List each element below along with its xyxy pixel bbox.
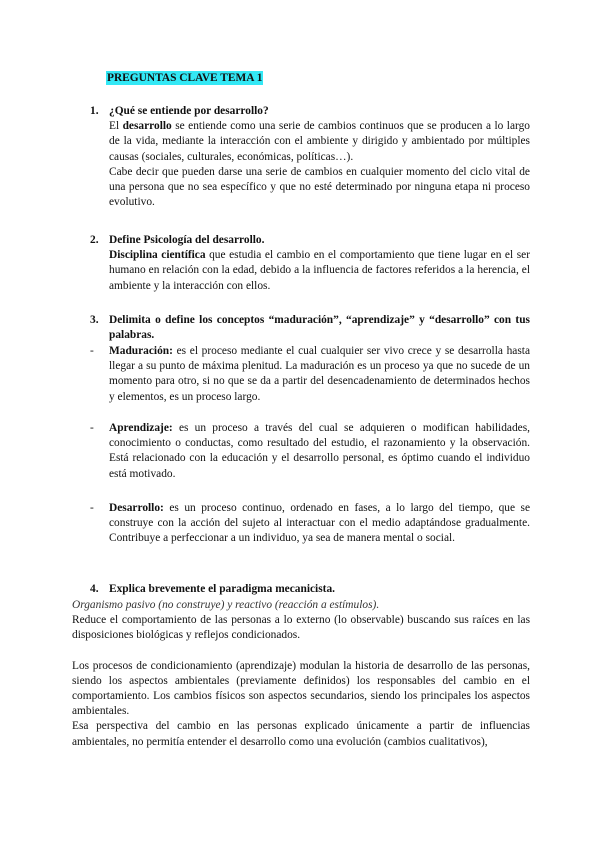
question-2-heading <box>90 233 530 248</box>
question-number: 1. <box>90 105 99 117</box>
bullet-dash: - <box>90 422 94 434</box>
question-1-heading <box>90 104 530 119</box>
definition-item <box>90 344 530 405</box>
answer-text: se entiende como una serie de cambios continuos que se producen a lo largo de la vida, mediante la interacción con el ambiente y dirigido y ambientado por múltiples causas (sociales, culturales, económicas, políticas…). <box>109 120 530 163</box>
answer-text: que estudia el cambio en el comportamiento que tiene lugar en el ser humano en relación con la edad, debido a la influencia de factores referidos a la herencia, el ambiente y la interacción con ellos. <box>109 249 530 292</box>
answer-paragraph: Los procesos de condicionamiento (aprendizaje) modulan la historia de desarrollo de las personas, siendo los aspectos ambientales (previamente definidos) los responsables del cambio en el comportamiento. Los cambios físicos son aspectos secundarios, siendo los principales los aspectos ambientales. <box>72 659 530 718</box>
question-1-answer <box>109 119 530 210</box>
question-number: 2. <box>90 234 99 246</box>
answer-paragraph <box>109 248 530 294</box>
answer-paragraph: Reduce el comportamiento de las personas a lo externo (lo observable) buscando sus raíces en las disposiciones biológicas y reflejos condicionados. <box>72 614 530 642</box>
definition-term: Maduración: <box>109 345 173 357</box>
bullet-dash: - <box>90 502 94 514</box>
question-4 <box>90 582 530 597</box>
question-3 <box>90 313 530 343</box>
definition-term: Desarrollo: <box>109 502 164 514</box>
definition-body: es un proceso continuo, ordenado en fases, a lo largo del tiempo, que se construye con la acción del sujeto al interactuar con el medio adaptándose gradualmente. Contribuye a perfeccionar a un individuo, ya sea de manera mental o social. <box>109 502 530 545</box>
definition-text <box>109 501 530 547</box>
question-2-answer <box>109 248 530 294</box>
question-3-heading <box>90 313 530 343</box>
answer-italic-summary: Organismo pasivo (no construye) y reactivo (reacción a estímulos). <box>72 599 380 611</box>
answer-paragraph: Cabe decir que pueden darse una serie de cambios en cualquier momento del ciclo vital de una persona que no sea específico y que no esté determinado por ninguna etapa ni proceso evolutivo. <box>109 165 530 209</box>
question-text: Explica brevemente el paradigma mecanicista. <box>109 583 335 595</box>
answer-paragraph: Esa perspectiva del cambio en las personas explicado únicamente a partir de influencias ambientales, no permitía entender el desarrollo como una evolución (cambios cualitativos), <box>72 720 530 748</box>
definition-term: Aprendizaje: <box>109 422 173 434</box>
question-1 <box>90 104 530 210</box>
question-number: 4. <box>90 583 99 595</box>
definition-body: es el proceso mediante el cual cualquier ser vivo crece y se desarrolla hasta llegar a su punto de máxima plenitud. La maduración es un proceso ya que no sucede de un momento para otro, si no que se da a partir del desencadenamiento de determinados hechos y elementos, es un proceso largo. <box>109 345 530 403</box>
definition-body: es un proceso a través del cual se adquieren o modifican habilidades, conocimiento o conductas, como resultado del estudio, el razonamiento y la observación. Está relacionado con la educación y el desarrollo personal, es óptimo cuando el individuo está motivado. <box>109 422 530 480</box>
question-text: Define Psicología del desarrollo. <box>109 234 265 246</box>
answer-text: El <box>109 120 123 133</box>
question-4-answer <box>72 598 530 750</box>
definition-item <box>90 501 530 547</box>
question-2 <box>90 233 530 294</box>
bullet-dash: - <box>90 345 94 357</box>
answer-paragraph <box>109 119 530 165</box>
question-text: ¿Qué se entiende por desarrollo? <box>109 105 269 117</box>
answer-term: Disciplina científica <box>109 249 206 262</box>
answer-term: desarrollo <box>122 120 172 133</box>
question-4-heading <box>90 582 530 597</box>
definition-item <box>90 421 530 482</box>
document-title: PREGUNTAS CLAVE TEMA 1 <box>107 72 263 84</box>
question-text: Delimita o define los conceptos “maduración”, “aprendizaje” y “desarrollo” con tus palabras. <box>109 314 530 342</box>
definition-text <box>109 421 530 482</box>
question-number: 3. <box>90 314 99 326</box>
definition-text <box>109 344 530 405</box>
